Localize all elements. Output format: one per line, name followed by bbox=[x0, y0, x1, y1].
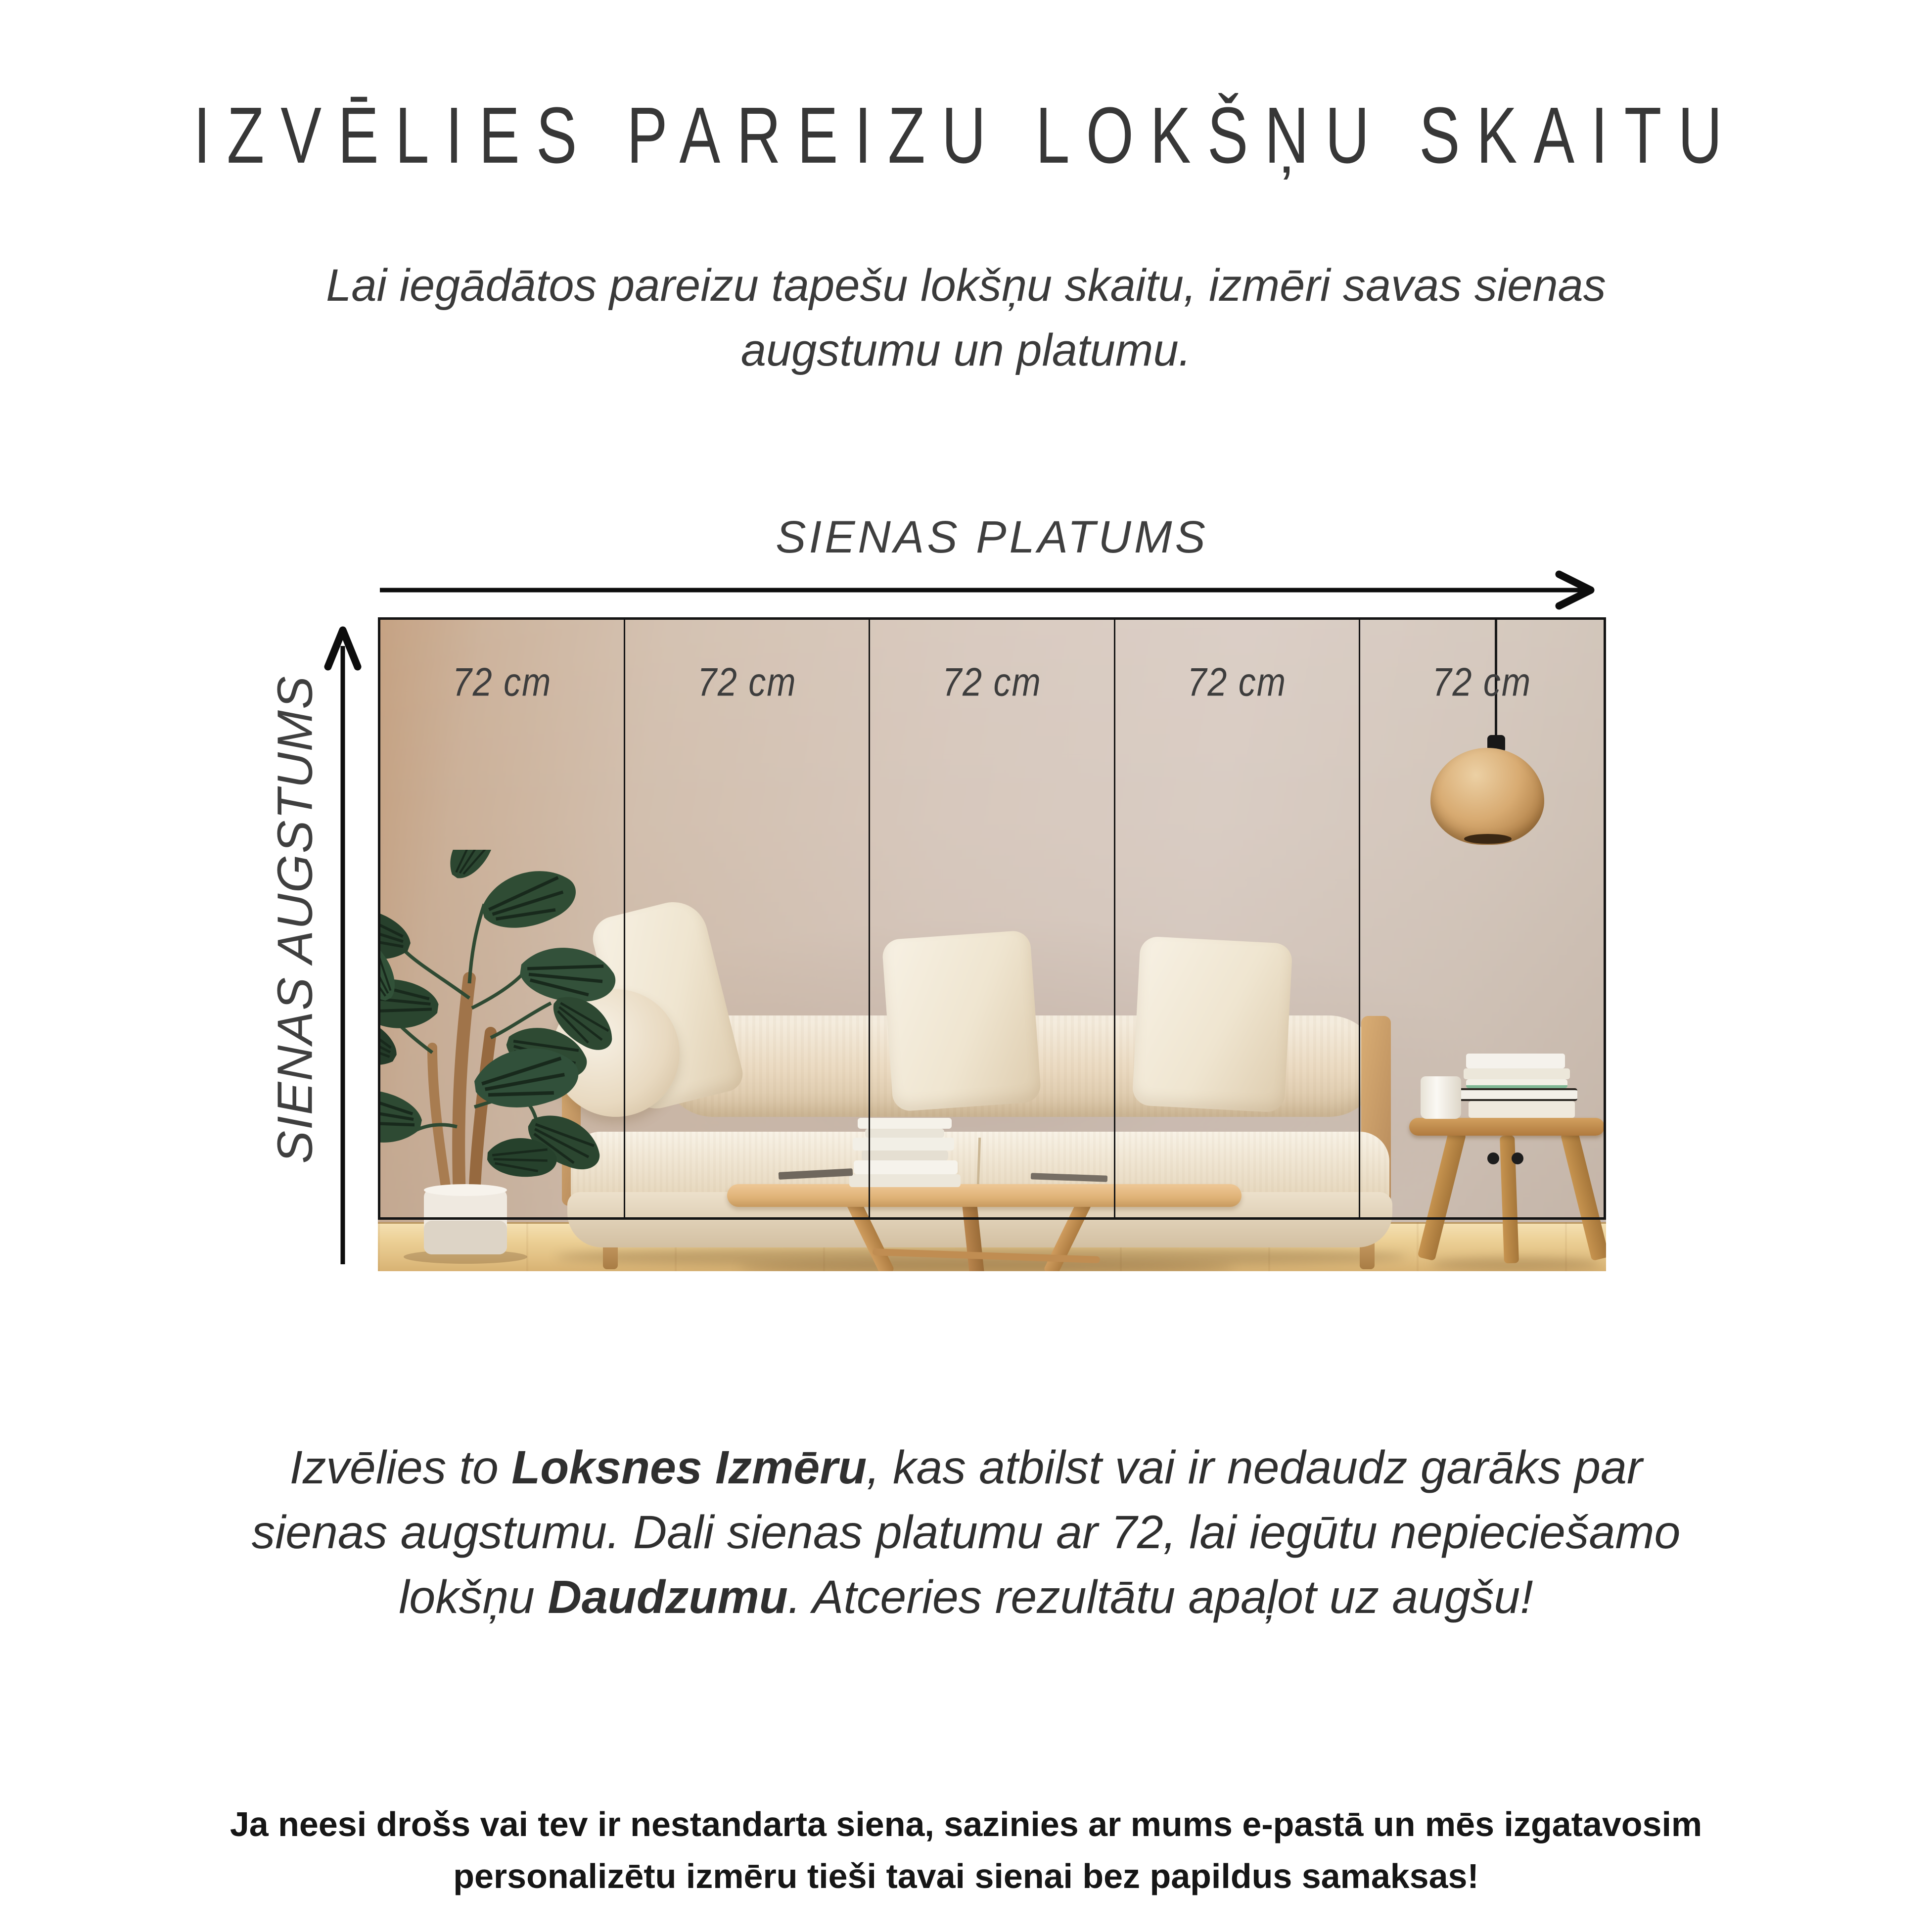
strip-width-label: 72 cm bbox=[1432, 660, 1532, 704]
strip-width-label: 72 cm bbox=[942, 660, 1042, 704]
subtitle-line: Lai iegādātos pareizu tapešu lokšņu skaitu, izmēri savas sienas bbox=[326, 260, 1606, 311]
height-arrow-icon bbox=[323, 621, 363, 1267]
wall-width-axis-label: SIENAS PLATUMS bbox=[776, 512, 1208, 562]
wallpaper-strip bbox=[380, 620, 625, 1217]
wallpaper-strip bbox=[1360, 620, 1604, 1217]
measurement-grid bbox=[378, 617, 1606, 1220]
wallpaper-strip bbox=[1115, 620, 1360, 1217]
footer-note bbox=[0, 1798, 1932, 1902]
footer-line: Ja neesi drošs vai tev ir nestandarta siena, sazinies ar mums e-pastā un mēs izgatavosim bbox=[230, 1805, 1702, 1843]
coffee-table-shadow bbox=[739, 1260, 1234, 1271]
strip-width-label: 72 cm bbox=[697, 660, 797, 704]
page-title: IZVĒLIES PAREIZU LOKŠŅU SKAITU bbox=[193, 91, 1739, 180]
infographic-canvas: IZVĒLIES PAREIZU LOKŠŅU SKAITU Lai iegādātos pareizu tapešu lokšņu skaitu, izmēri savas sienas augstumu un platumu. SIENAS PLATUMS SIENAS AUGSTUMS 72 cm 72 cm 72 cm 72 cm 72 cm Izvēlies to Loksnes Izmēru, kas atbilst vai ir nedaudz garāks par sienas augstumu. Dali sienas platumu ar 72, lai iegūtu nepieciešamo lokšņu Daudzumu. Atceries rezultātu apaļot uz augšu! Ja neesi drošs vai tev ir nestandarta siena, sazinies ar mums e-pastā un mēs izgatavosim personalizētu izmēru tieši tavai sienai bez papildus samaksas! bbox=[0, 0, 1932, 1932]
strip-width-label: 72 cm bbox=[1187, 660, 1287, 704]
instructions-line: sienas augstumu. Dali sienas platumu ar 72, lai iegūtu nepieciešamo bbox=[251, 1506, 1681, 1559]
subtitle-line: augstumu un platumu. bbox=[740, 324, 1192, 375]
instructions-line: lokšņu Daudzumu. Atceries rezultātu apaļot uz augšu! bbox=[399, 1571, 1533, 1624]
strip-width-label: 72 cm bbox=[452, 660, 552, 704]
subtitle bbox=[0, 253, 1932, 382]
width-arrow-icon bbox=[378, 570, 1606, 610]
bold-term: Daudzumu bbox=[548, 1571, 788, 1624]
instructions-line: Izvēlies to Loksnes Izmēru, kas atbilst vai ir nedaudz garāks par bbox=[289, 1441, 1643, 1494]
instructions-paragraph bbox=[0, 1435, 1932, 1630]
wallpaper-strip bbox=[625, 620, 870, 1217]
wallpaper-strip bbox=[870, 620, 1115, 1217]
room-photo bbox=[378, 617, 1606, 1271]
bold-term: Loksnes Izmēru bbox=[511, 1441, 867, 1494]
footer-line: personalizētu izmēru tieši tavai sienai bez papildus samaksas! bbox=[453, 1857, 1479, 1895]
